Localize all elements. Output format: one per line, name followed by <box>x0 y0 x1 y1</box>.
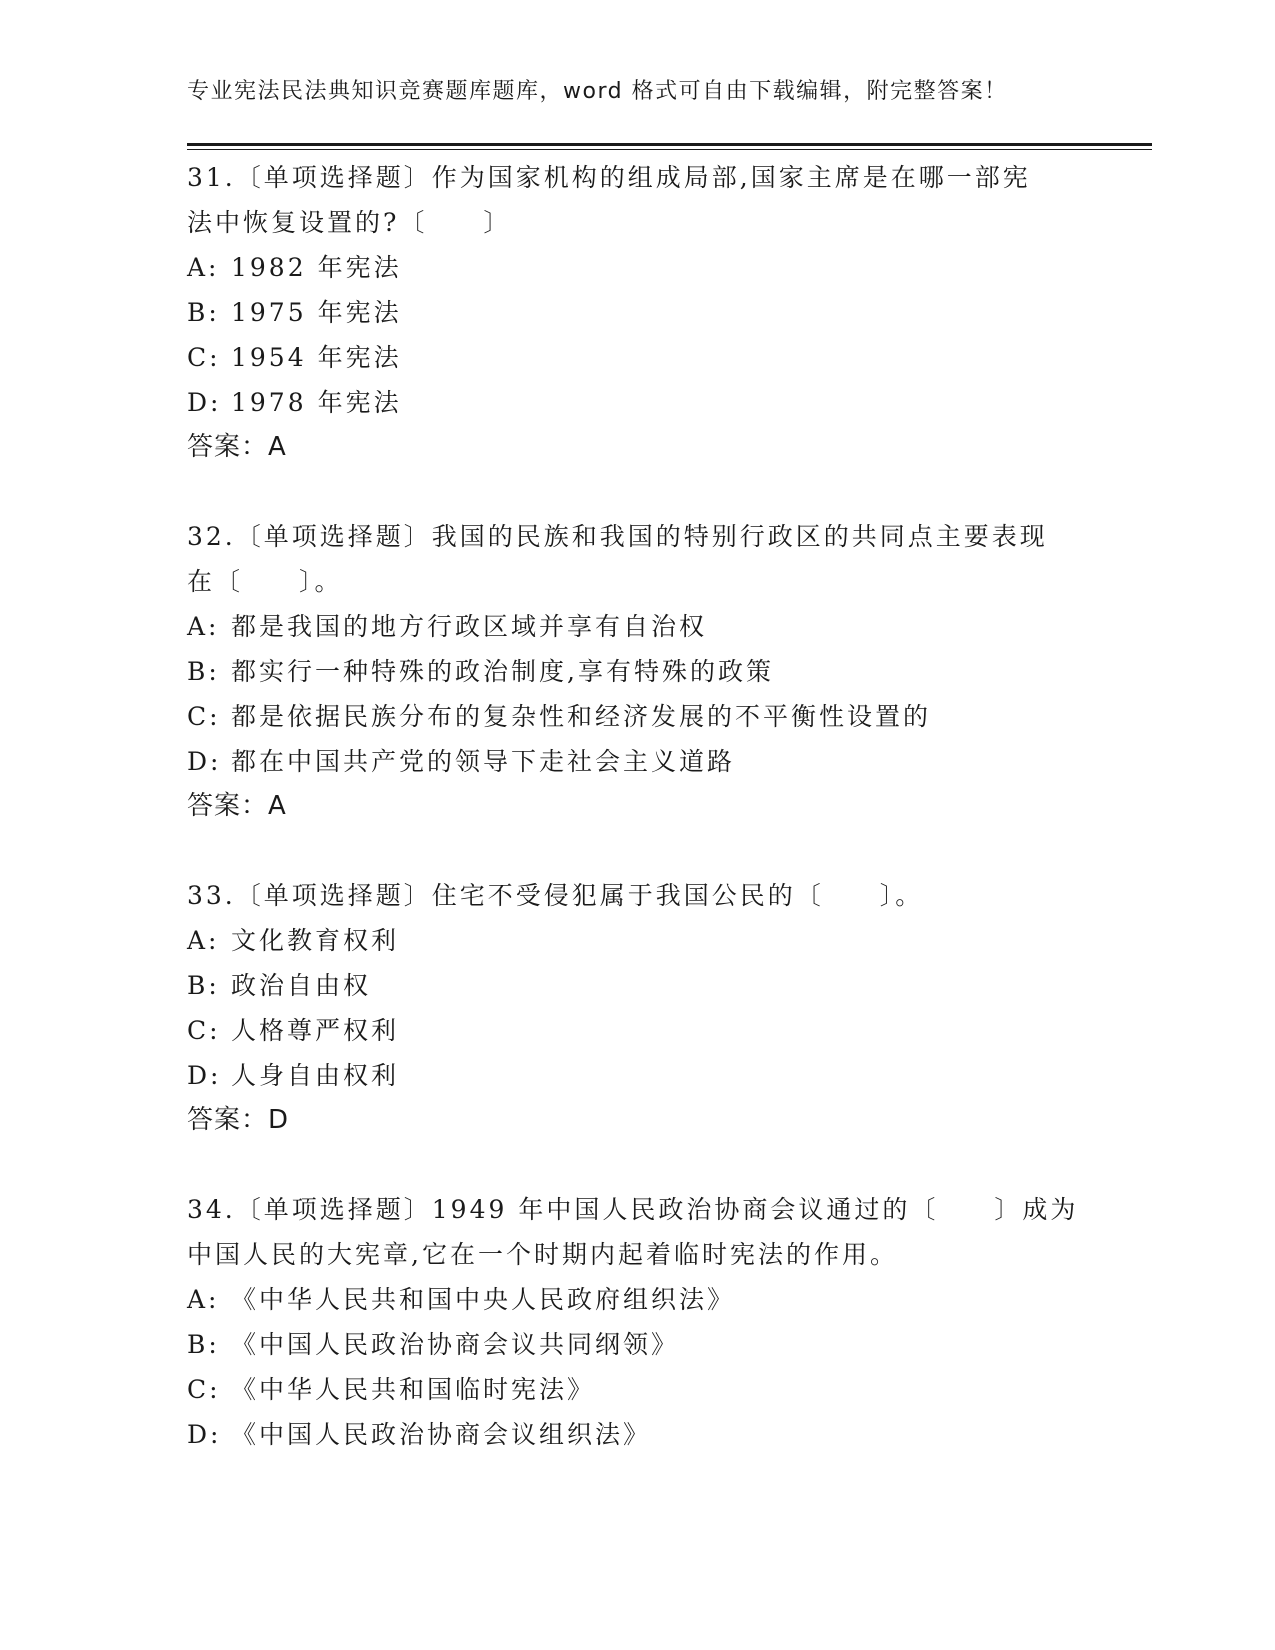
option-c <box>187 694 1087 739</box>
option-text: 1954 年宪法 <box>231 343 402 372</box>
option-d <box>187 1412 1087 1457</box>
question-32 <box>187 514 1087 829</box>
answer-line: 答案：D <box>187 1105 290 1135</box>
option-c <box>187 335 1087 380</box>
option-text: 文化教育权利 <box>231 926 400 955</box>
option-c <box>187 1008 1087 1053</box>
option-key: A: <box>187 1285 220 1314</box>
option-key: C: <box>187 1016 221 1045</box>
question-stem-line: 31.〔单项选择题〕作为国家机构的组成局部,国家主席是在哪一部宪 <box>187 163 1031 192</box>
option-key: C: <box>187 343 221 372</box>
option-text: 《中国人民政治协商会议共同纲领》 <box>231 1330 680 1359</box>
option-a <box>187 918 1087 963</box>
option-text: 《中华人民共和国临时宪法》 <box>231 1375 596 1404</box>
header-divider <box>187 143 1152 146</box>
option-key: D: <box>187 747 222 776</box>
option-c <box>187 1367 1087 1412</box>
option-key: B: <box>187 1330 220 1359</box>
option-d <box>187 380 1087 425</box>
option-key: C: <box>187 702 221 731</box>
option-text: 都是依据民族分布的复杂性和经济发展的不平衡性设置的 <box>231 702 932 731</box>
answer-line: 答案：A <box>187 791 287 821</box>
option-key: A: <box>187 926 220 955</box>
question-34 <box>187 1187 1087 1457</box>
option-key: A: <box>187 253 220 282</box>
option-key: B: <box>187 298 220 327</box>
option-key: D: <box>187 1061 222 1090</box>
option-b <box>187 290 1087 335</box>
option-text: 《中国人民政治协商会议组织法》 <box>231 1420 652 1449</box>
option-a <box>187 604 1087 649</box>
option-text: 1975 年宪法 <box>231 298 402 327</box>
option-d <box>187 1053 1087 1098</box>
question-stem-line: 34.〔单项选择题〕1949 年中国人民政治协商会议通过的〔 〕成为 <box>187 1195 1079 1224</box>
header-text: 专业宪法民法典知识竞赛题库题库，word 格式可自由下载编辑，附完整答案！ <box>187 79 1008 104</box>
option-b <box>187 1322 1087 1367</box>
option-text: 都在中国共产党的领导下走社会主义道路 <box>231 747 736 776</box>
option-key: C: <box>187 1375 221 1404</box>
question-33 <box>187 873 1087 1143</box>
question-stem-line: 33.〔单项选择题〕住宅不受侵犯属于我国公民的〔 〕。 <box>187 881 924 910</box>
option-text: 都实行一种特殊的政治制度,享有特殊的政策 <box>231 657 774 686</box>
option-a <box>187 1277 1087 1322</box>
option-text: 政治自由权 <box>231 971 372 1000</box>
answer-line: 答案：A <box>187 432 287 462</box>
option-text: 《中华人民共和国中央人民政府组织法》 <box>231 1285 736 1314</box>
question-stem-line: 32.〔单项选择题〕我国的民族和我国的特别行政区的共同点主要表现 <box>187 522 1048 551</box>
question-stem-line: 在〔 〕。 <box>187 567 343 596</box>
question-stem-line: 中国人民的大宪章,它在一个时期内起着临时宪法的作用。 <box>187 1240 898 1269</box>
option-key: D: <box>187 388 222 417</box>
question-stem-line: 法中恢复设置的?〔 〕 <box>187 208 512 237</box>
option-text: 1978 年宪法 <box>231 388 402 417</box>
option-key: B: <box>187 657 220 686</box>
option-text: 人格尊严权利 <box>231 1016 400 1045</box>
question-31 <box>187 155 1087 470</box>
option-text: 1982 年宪法 <box>231 253 402 282</box>
option-key: B: <box>187 971 220 1000</box>
option-text: 都是我国的地方行政区域并享有自治权 <box>231 612 708 641</box>
option-d <box>187 739 1087 784</box>
header-divider-thin <box>187 149 1152 150</box>
option-a <box>187 245 1087 290</box>
option-b <box>187 649 1087 694</box>
option-key: A: <box>187 612 220 641</box>
option-text: 人身自由权利 <box>231 1061 400 1090</box>
option-key: D: <box>187 1420 222 1449</box>
option-b <box>187 963 1087 1008</box>
